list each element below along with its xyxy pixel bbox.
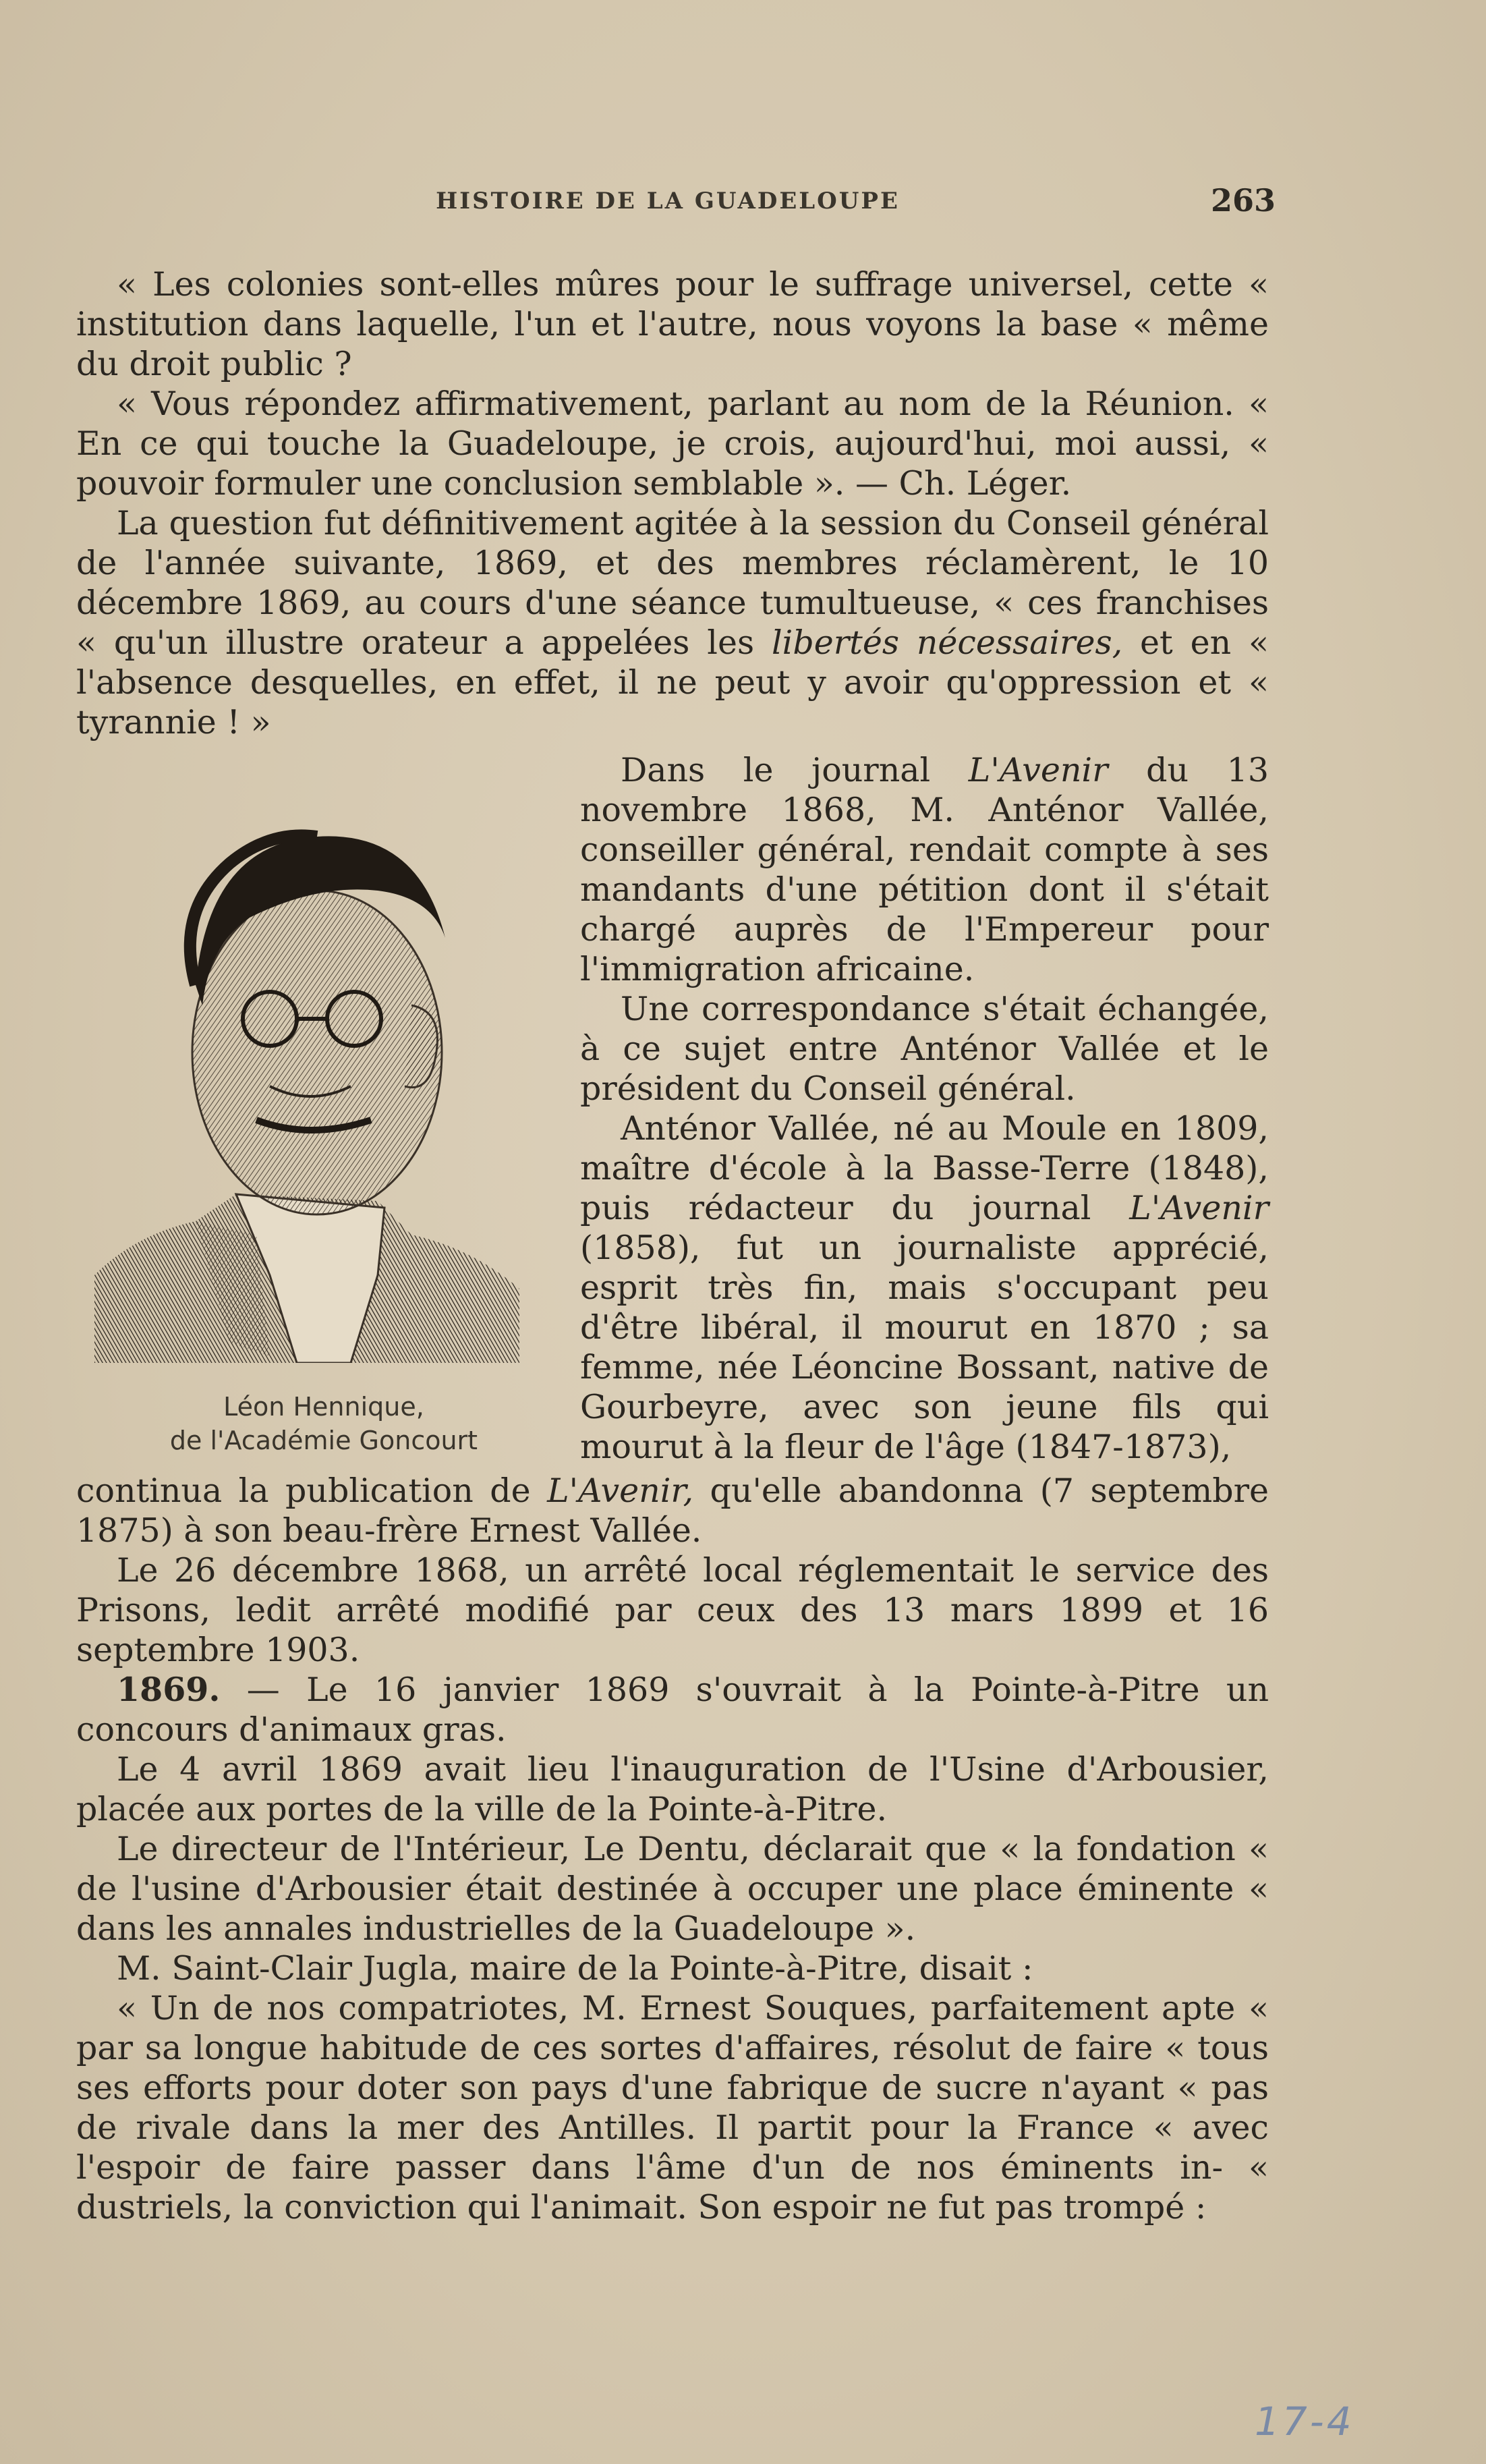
caption-name: Léon Hennique, — [223, 1392, 424, 1422]
top-text-block — [76, 264, 1269, 742]
text-span: du 13 novembre 1868, M. Anténor Vallée, conseiller général, rendait compte à ses mandants d'une pétition dont il s'était chargé auprès de l'Empereur pour l'immigration africaine. — [580, 751, 1269, 988]
journal-title: L'Avenir, — [547, 1472, 694, 1510]
text-span: continua la publication de — [76, 1472, 531, 1510]
text-span: — Le 16 janvier 1869 s'ouvrait à la Pointe-à-Pitre un concours d'animaux gras. — [76, 1671, 1269, 1749]
year-heading: 1869. — [117, 1670, 221, 1709]
paragraph-dentu: Le directeur de l'Intérieur, Le Dentu, déclarait que « la fondation « de l'usine d'Arbousier était destinée à occuper une place éminente « dans les annales industrielles de la Guadeloupe ». — [76, 1830, 1269, 1948]
handwritten-note: 17-4 — [1255, 2399, 1354, 2444]
paragraph-avenir — [580, 750, 1269, 989]
text-span: (1858), fut un journaliste apprécié, esprit très fin, mais s'occupant peu d'être libéral, il mourut en 1870 ; sa femme, née Léoncine Bossant, native de Gourbeyre, avec son jeune fils qui mourut à la fleur de l'âge (1847-1873), — [580, 1229, 1269, 1466]
paragraph-suffrage: « Les colonies sont-elles mûres pour le suffrage universel, cette « institution dans laquelle, l'un et l'autre, nous voyons la base « même du droit public ? — [76, 265, 1269, 383]
text-span: et en « l'absence desquelles, en effet, il ne peut y avoir qu'oppression et « tyrannie ! » — [76, 623, 1269, 741]
caption-affiliation: de l'Académie Goncourt — [169, 1426, 478, 1455]
paragraph-antenor — [580, 1109, 1269, 1467]
journal-title: L'Avenir — [1129, 1189, 1269, 1227]
portrait-caption — [94, 1390, 553, 1457]
bottom-text-block — [76, 1471, 1269, 2227]
text-span: La question fut définitivement agitée à la session du Conseil général de l'année suivante, 1869, et des membres réclamèrent, le 10 décembre 1869, au cours d'une séance tumultueuse, « ces franchises « qu'un illustre orateur a appelées les — [76, 504, 1269, 662]
paragraph-quote: « Un de nos compatriotes, M. Ernest Souques, parfaitement apte « par sa longue habitude de ces sortes d'affaires, résolut de faire « tous ses efforts pour doter son pays d'une fabrique de sucre n'ayant « pas de rivale dans la mer des Antilles. Il partit pour la France « avec l'espoir de faire passer dans l'âme d'un de nos éminents in- « dustriels, la conviction qui l'animait. Son espoir ne fut pas trompé : — [76, 1989, 1269, 2227]
italic-phrase: libertés nécessaires, — [772, 623, 1123, 662]
running-title: HISTOIRE DE LA GUADELOUPE — [436, 188, 900, 215]
paragraph-conseil — [76, 503, 1269, 742]
paragraph-usine: Le 4 avril 1869 avait lieu l'inauguration de l'Usine d'Arbousier, placée aux portes de la ville de la Pointe-à-Pitre. — [76, 1750, 1269, 1828]
paragraph-reunion: « Vous répondez affirmativement, parlant au nom de la Réunion. « En ce qui touche la Guadeloupe, je crois, aujourd'hui, moi aussi, « pouvoir formuler une conclusion semblable ». — Ch. Léger. — [76, 385, 1269, 503]
portrait-engraving — [94, 762, 519, 1363]
text-span: qu'elle abandonna (7 septembre 1875) à son beau-frère Ernest Vallée. — [76, 1472, 1269, 1550]
paragraph-1869 — [76, 1670, 1269, 1749]
paragraph-continua — [76, 1471, 1269, 1550]
text-span: Anténor Vallée, né au Moule en 1809, maître d'école à la Basse-Terre (1848), puis rédacteur du journal — [580, 1109, 1269, 1227]
paragraph-jugla: M. Saint-Clair Jugla, maire de la Pointe-à-Pitre, disait : — [117, 1949, 1033, 1988]
paragraph-correspondance: Une correspondance s'était échangée, à ce sujet entre Anténor Vallée et le président du Conseil général. — [580, 990, 1269, 1108]
journal-title: L'Avenir — [968, 751, 1108, 789]
wrapped-text-block — [580, 750, 1269, 1467]
page-number: 263 — [1211, 182, 1276, 219]
text-span: Dans le journal — [621, 751, 931, 789]
paragraph-prisons: Le 26 décembre 1868, un arrêté local réglementait le service des Prisons, ledit arrêté modifié par ceux des 13 mars 1899 et 16 septembre 1903. — [76, 1551, 1269, 1669]
